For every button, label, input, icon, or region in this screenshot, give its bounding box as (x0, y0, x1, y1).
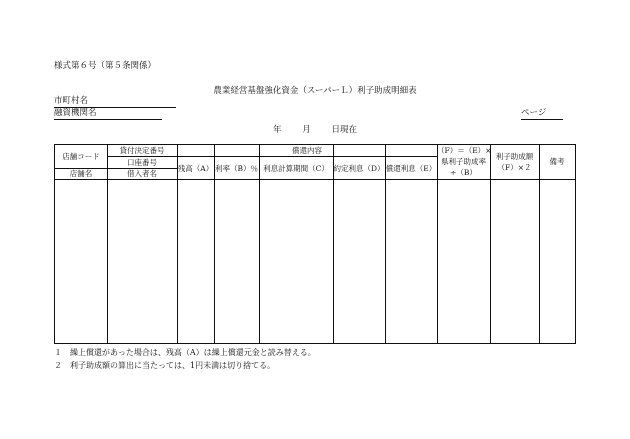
header-remarks: 備考 (549, 157, 565, 166)
note-2: ２ 利子助成額の算出に当たっては、1円未満は切り捨てる。 (54, 361, 276, 370)
header-repayment-details: 償還内容 (292, 146, 322, 155)
header-agreed-interest: 約定利息（D） (333, 164, 385, 173)
col-divider (214, 145, 215, 343)
col-divider (177, 145, 178, 343)
col-divider (333, 145, 334, 343)
header-branch-code: 店舗コード (62, 152, 100, 161)
municipality-label: 市町村名 (54, 96, 89, 106)
date-day: 日現在 (331, 125, 357, 135)
col-divider (385, 145, 386, 343)
page-label: ページ (521, 108, 547, 118)
header-formula-1: （F）＝（E）× (437, 146, 492, 155)
col-divider (490, 145, 491, 343)
note-1: １ 繰上償還があった場合は、残高（A）は繰上償還元金と読み替える。 (54, 348, 316, 357)
header-branch-name: 店舗名 (69, 169, 93, 178)
header-account-no: 口座番号 (127, 158, 157, 167)
as-of-date (0, 123, 630, 135)
institution-field (54, 108, 162, 120)
page-field (521, 108, 563, 120)
header-formula-3: ÷（B） (450, 168, 477, 177)
header-repay-interest: 償還利息（E） (385, 164, 437, 173)
row-divider (107, 156, 177, 157)
document-title: 農業経営基盤強化資金（スーパーＬ）利子助成明細表 (213, 86, 417, 96)
institution-label: 融資機関名 (54, 108, 97, 118)
col-divider (259, 145, 260, 343)
date-month: 月 (302, 125, 311, 135)
col-divider (539, 145, 540, 343)
header-bottom (55, 179, 575, 180)
header-interest-period: 利息計算期間（C） (263, 164, 329, 173)
header-subsidy-1: 利子助成額 (495, 152, 534, 161)
subsidy-detail-table (54, 144, 576, 344)
header-subsidy-2: （F）×２ (497, 163, 532, 172)
form-number: 様式第６号（第５条関係） (54, 61, 157, 71)
municipality-field (54, 96, 176, 108)
header-borrower-name: 借入者名 (127, 169, 157, 178)
header-loan-decision-no: 貸付決定番号 (119, 146, 165, 155)
date-year: 年 (273, 125, 282, 135)
header-formula-2: 県利子助成率 (441, 157, 486, 166)
header-interest-rate: 利率（B）％ (214, 164, 258, 173)
row-divider (177, 156, 437, 157)
header-balance: 残高（A） (177, 164, 214, 173)
